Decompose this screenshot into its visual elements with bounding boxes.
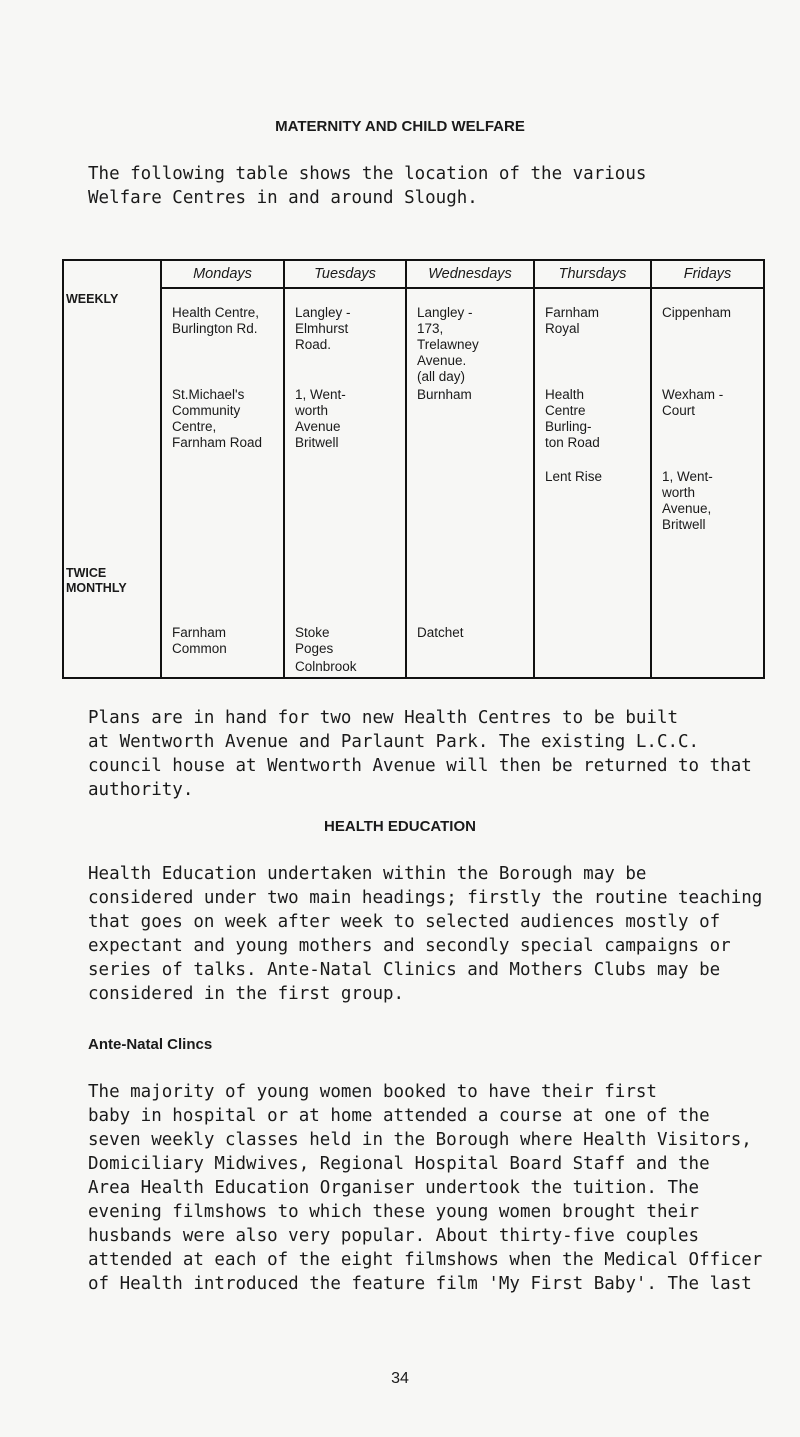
table-cell-thursdays [534, 288, 651, 678]
centre-entry: Cippenham [662, 305, 732, 320]
page-title: MATERNITY AND CHILD WELFARE [275, 118, 525, 135]
table-body-row [63, 288, 764, 678]
row-label-column [63, 260, 161, 678]
column-header: Fridays [651, 260, 764, 288]
centre-entry: Langley - 173, Trelawney Avenue. (all day) [417, 305, 479, 384]
row-label-weekly: WEEKLY [66, 292, 119, 306]
centre-entry: Farnham Royal [545, 305, 600, 336]
intro-paragraph: The following table shows the location of the various Welfare Centres in and around Slough. [88, 164, 647, 208]
centre-entry: 1, Went- worth Avenue, Britwell [662, 469, 713, 532]
ante-natal-paragraph: The majority of young women booked to have their first baby in hospital or at home attended a course at one of the seven weekly classes held in the Borough where Health Visitors, Domiciliary Midwives, Regional Hospital Board Staff and the Area Health Education Organiser undertook the tuition. The evening filmshows to which these young women brought their husbands were also very popular. About thirty-five couples attended at each of the eight filmshows when the Medical Officer of Health introduced the feature film 'My First Baby'. The last [88, 1082, 763, 1294]
centre-entry: Langley - Elmhurst Road. [295, 305, 351, 352]
centre-entry: Stoke Poges [295, 625, 334, 656]
centre-entry: St.Michael's Community Centre, Farnham Road [172, 387, 263, 450]
row-label-twice-monthly: TWICE MONTHLY [66, 566, 127, 595]
centre-entry: Burnham [417, 387, 472, 402]
column-header: Mondays [161, 260, 284, 288]
centre-entry: Datchet [417, 625, 464, 640]
table-cell-mondays [161, 288, 284, 678]
centre-entry: Farnham Common [172, 625, 227, 656]
centre-entry: Health Centre Burling- ton Road [545, 387, 600, 450]
column-header: Thursdays [534, 260, 651, 288]
column-header: Wednesdays [406, 260, 534, 288]
welfare-centres-table [62, 259, 765, 679]
subheading-ante-natal: Ante-Natal Clincs [88, 1036, 213, 1053]
centre-entry: Lent Rise [545, 469, 603, 484]
table-header-row [63, 260, 764, 288]
centre-entry: Colnbrook [295, 659, 357, 674]
page-number: 34 [391, 1370, 409, 1387]
health-education-paragraph: Health Education undertaken within the Borough may be considered under two main headings; firstly the routine teaching that goes on week after week to selected audiences mostly of expectant and young mothers and secondly special campaigns or series of talks. Ante-Natal Clinics and Mothers Clubs may be considered in the first group. [88, 864, 763, 1004]
table-cell-tuesdays [284, 288, 406, 678]
plans-paragraph: Plans are in hand for two new Health Centres to be built at Wentworth Avenue and Parlaunt Park. The existing L.C.C. council house at Wentworth Avenue will then be returned to that authority. [88, 708, 752, 800]
centre-entry: 1, Went- worth Avenue Britwell [295, 387, 346, 450]
column-header: Tuesdays [284, 260, 406, 288]
section-heading-health-education: HEALTH EDUCATION [324, 818, 476, 835]
centre-entry: Health Centre, Burlington Rd. [172, 305, 260, 336]
table-cell-fridays [651, 288, 764, 678]
table-cell-wednesdays [406, 288, 534, 678]
centre-entry: Wexham - Court [662, 387, 724, 418]
